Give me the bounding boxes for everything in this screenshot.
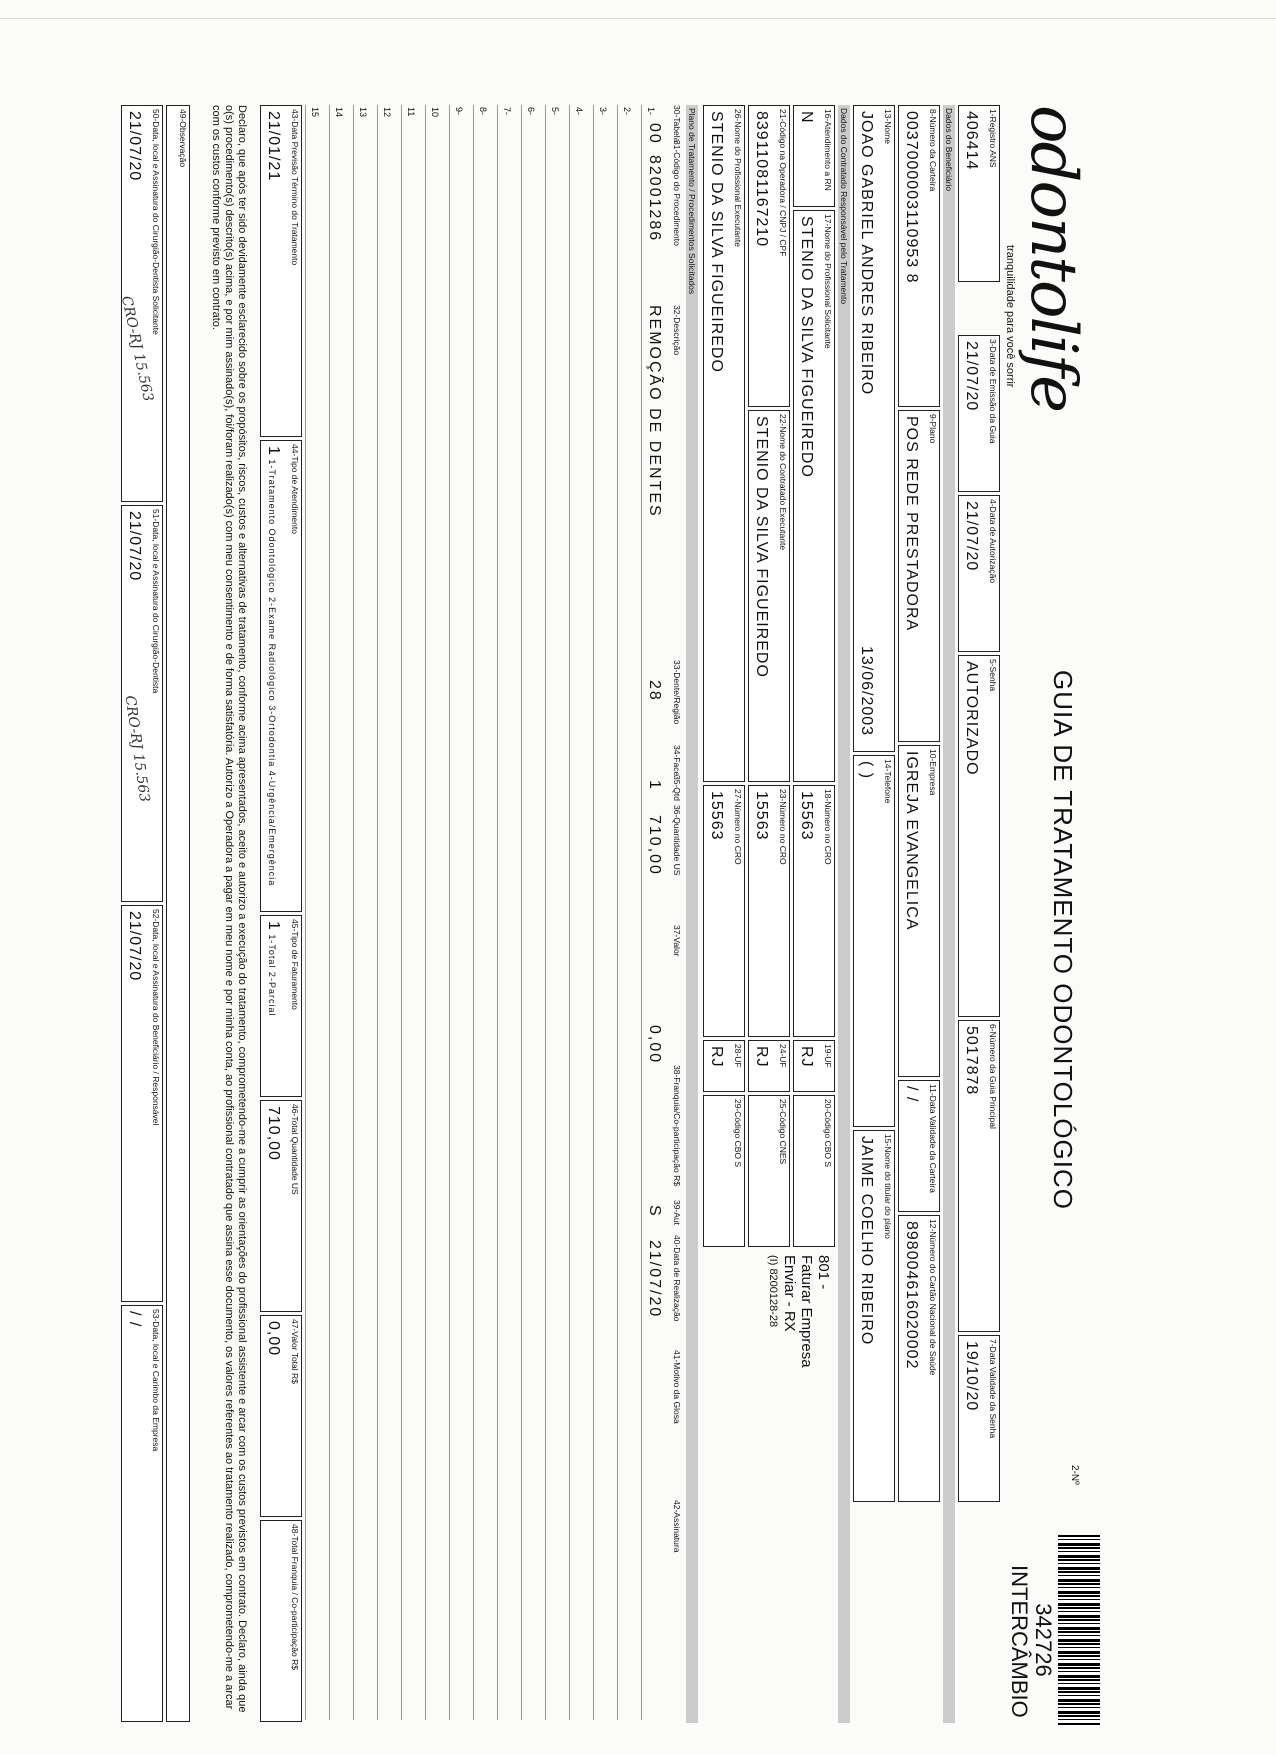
guia-principal-field: 6-Número da Guia Principal 5017878 xyxy=(958,1020,1000,1332)
observacao-field: 49-Observação xyxy=(166,105,190,1722)
empresa-field: 10-Empresa IGREJA EVANGELICA xyxy=(898,745,940,1077)
procedure-qtd: 1 xyxy=(646,780,663,791)
data-emissao-field: 3-Data de Emissão da Guia 21/07/20 xyxy=(958,335,1000,492)
prof-executante-field: 26-Nome do Profissional Executante STENIO DA SILVA FIGUEIREDO xyxy=(703,105,745,782)
sig53-field: 53-Data, local e Carimbo da Empresa / / xyxy=(121,1305,163,1722)
sig51-field: 51-Data, local e Assinatura do Cirurgião-Dentista 21/07/20 xyxy=(121,505,163,902)
row-number: 13 xyxy=(358,107,368,118)
rotated-form xyxy=(117,95,1100,1735)
uf-solicitante-field: 19-UF RJ xyxy=(793,1040,835,1092)
column-header: 30-Tabela xyxy=(672,105,682,143)
column-header: 34-Face xyxy=(672,745,682,777)
nome-field: 13-Nome JOAO GABRIEL ANDRES RIBEIRO 13/06/2003 xyxy=(853,105,895,752)
column-header: 31-Código do Procedimento xyxy=(672,140,682,246)
validade-senha-field: 7-Data Validade da Senha 19/10/20 xyxy=(958,1335,1000,1502)
copy-number: 2-Nº xyxy=(1069,1465,1080,1485)
prof-solicitante-field: 17-Nome do Profissional Solicitante STENIO DA SILVA FIGUEIREDO xyxy=(793,210,835,782)
total-us-field: 46-Total Quantidade US 710,00 xyxy=(260,1100,302,1312)
row-number: 8- xyxy=(478,107,488,116)
birthdate: 13/06/2003 xyxy=(858,646,875,737)
previsao-field: 43-Data Previsão Término do Tratamento 21/01/21 xyxy=(260,105,302,437)
section-plano: Plano de Tratamento / Procedimentos Solicitados xyxy=(686,105,698,1723)
column-header: 36-Quantidade US xyxy=(672,805,682,876)
cbo-executante-field: 29-Código CBO S xyxy=(703,1095,745,1247)
table-row xyxy=(377,105,402,1720)
table-row xyxy=(473,105,498,1720)
row-number: 6- xyxy=(526,107,536,116)
total-franquia-field: 48-Total Franquia / Co-participação R$ xyxy=(260,1520,302,1722)
declaration-text: Declaro, que após ter sido devidamente esclarecido sobre os propósitos, riscos, custos e alternativas de tratamento, conforme acima apresentados, aceito e autorizo a execução do tratamento, comprometendo-me a cumprir as orientações do profissional assistente e arcar com os custos previstos em contrato. Declaro, ainda que o(s) procedimento(s) descrito(s) acima, e por mim assinado(s), foi/foram realizado(s) com meu consentimento e de forma satisfatória. Autorizo a Operadora a pagar em meu nome e por minha conta, ao profissional contratado que assina esse documento, os valores referentes ao tratamento realizado, comprometendo-me a arcar com os custos conforme previsto em contrato. xyxy=(210,105,248,1713)
uf-contratado-field: 24-UF RJ xyxy=(748,1040,790,1092)
brand-logo: odontolife xyxy=(1016,105,1090,411)
row-number: 3- xyxy=(598,107,608,116)
sig52-field: 52-Data, local e Assinatura do Beneficiário / Responsável 21/07/20 xyxy=(121,905,163,1302)
row-number: 4- xyxy=(574,107,584,116)
cns-field: 12-Número do Cartão Nacional de Saúde 898004616020002 xyxy=(898,1215,940,1502)
dental-treatment-form xyxy=(117,95,1100,1735)
row-number: 10 xyxy=(430,107,440,118)
table-row xyxy=(401,105,426,1720)
table-row xyxy=(545,105,570,1720)
interchange-label: INTERCÂMBIO xyxy=(1007,1565,1032,1718)
procedure-codigo: 82001286 xyxy=(646,155,663,243)
stamp-cro: CRO-RJ 15.563 xyxy=(117,294,157,404)
column-header: 42-Assinatura xyxy=(672,1500,682,1553)
row-number: 9- xyxy=(454,107,464,116)
validade-carteira-field: 11-Data Validade da Carteira / / xyxy=(898,1080,940,1212)
valor-total-field: 47-Valor Total R$ 0,00 xyxy=(260,1315,302,1517)
sig50-field: 50-Data, local e Assinatura do Cirurgião-Dentista Solicitante 21/07/20 xyxy=(121,105,163,502)
column-header: 40-Data de Realização xyxy=(672,1235,682,1322)
form-title: GUIA DE TRATAMENTO ODONTOLÓGICO xyxy=(1048,670,1078,1210)
stamp-cro-2: CRO-RJ 15.563 xyxy=(121,694,153,804)
row-number: 12 xyxy=(382,107,392,118)
row-number: 1- xyxy=(646,107,656,116)
table-row xyxy=(617,105,642,1720)
barcode-icon xyxy=(1058,1535,1100,1725)
table-row xyxy=(329,105,354,1720)
table-row xyxy=(641,105,666,1720)
titular-field: 15-Nome do titular do plano JAIME COELHO RIBEIRO xyxy=(853,1130,895,1502)
table-row xyxy=(449,105,474,1720)
row-number: 5- xyxy=(550,107,560,116)
table-row xyxy=(593,105,618,1720)
table-row xyxy=(353,105,378,1720)
procedure-column-headers xyxy=(668,105,682,1720)
column-header: 39-Aut xyxy=(672,1200,682,1226)
cbo-solicitante-field: 20-Código CBO S xyxy=(793,1095,835,1247)
scan-edge-line xyxy=(0,18,1276,19)
tipo-faturamento-field: 45-Tipo de Faturamento 1 1-Total 2-Parcial xyxy=(260,915,302,1097)
table-row xyxy=(425,105,450,1720)
table-row xyxy=(305,105,330,1720)
procedure-dente: 28 xyxy=(646,680,663,702)
column-header: 32-Descrição xyxy=(672,305,682,356)
procedure-aut: S xyxy=(646,1205,663,1218)
column-header: 33-Dente/Região xyxy=(672,660,682,725)
table-row xyxy=(521,105,546,1720)
row-number: 7- xyxy=(502,107,512,116)
cro-solicitante-field: 18-Número no CRO 15563 xyxy=(793,785,835,1037)
handwritten-notes: 801 - Faturar Empresa Enviar - RX (I) 8200128-28 xyxy=(767,1255,832,1368)
guide-code: 342726 xyxy=(1031,1603,1056,1677)
plano-field: 9-Plano POS REDE PRESTADORA xyxy=(898,410,940,742)
table-row xyxy=(569,105,594,1720)
senha-field: 5-Senha AUTORIZADO xyxy=(958,655,1000,1017)
row-number: 11 xyxy=(406,107,416,117)
registro-ans-field: 1-Registro ANS 406414 xyxy=(958,105,1000,282)
cro-executante-field: 27-Número no CRO 15563 xyxy=(703,785,745,1037)
section-contratado: Dados do Contratado Responsável pelo Tratamento xyxy=(838,105,850,1723)
atendimento-rn-field: 16-Atendimento a RN N xyxy=(793,105,835,207)
row-number: 2- xyxy=(622,107,632,116)
tipo-atendimento-field: 44-Tipo de Atendimento 1 1-Tratamento Odontológico 2-Exame Radiológico 3-Ortodontia 4-Urgência/Emergência xyxy=(260,440,302,912)
contratado-field: 22-Nome do Contratado Executante STENIO DA SILVA FIGUEIREDO xyxy=(748,410,790,782)
row-number: 15 xyxy=(310,107,320,118)
procedure-table xyxy=(246,105,666,1720)
cod-operadora-field: 21-Código na Operadora / CNPJ / CPF 83911081167210 xyxy=(748,105,790,407)
cro-contratado-field: 23-Número no CRO 15563 xyxy=(748,785,790,1037)
column-header: 41-Motivo da Glosa xyxy=(672,1350,682,1424)
carteira-field: 8-Número da Carteira 0037000003110953 8 xyxy=(898,105,940,407)
section-beneficiario: Dados do Beneficiário xyxy=(943,105,955,1723)
data-autorizacao-field: 4-Data de Autorização 21/07/20 xyxy=(958,495,1000,652)
procedure-us: 710,00 xyxy=(646,815,663,876)
procedure-tabela: 00 xyxy=(646,123,663,145)
column-header: 35-Qtd xyxy=(672,775,682,801)
column-header: 38-Franquia/Co-participação R$ xyxy=(672,1065,682,1186)
table-row xyxy=(497,105,522,1720)
uf-executante-field: 28-UF RJ xyxy=(703,1040,745,1092)
procedure-descricao: REMOÇÃO DE DENTES xyxy=(646,305,663,518)
row-number: 14 xyxy=(334,107,344,118)
procedure-data: 21/07/20 xyxy=(646,1240,663,1319)
procedure-valor: 0,00 xyxy=(646,1025,663,1065)
cnes-field: 25-Código CNES xyxy=(748,1095,790,1247)
brand-tagline: tranquilidade para você sorrir xyxy=(1004,245,1016,388)
telefone-field: 14-Telefone ( ) xyxy=(853,755,895,1127)
column-header: 37-Valor xyxy=(672,925,682,957)
